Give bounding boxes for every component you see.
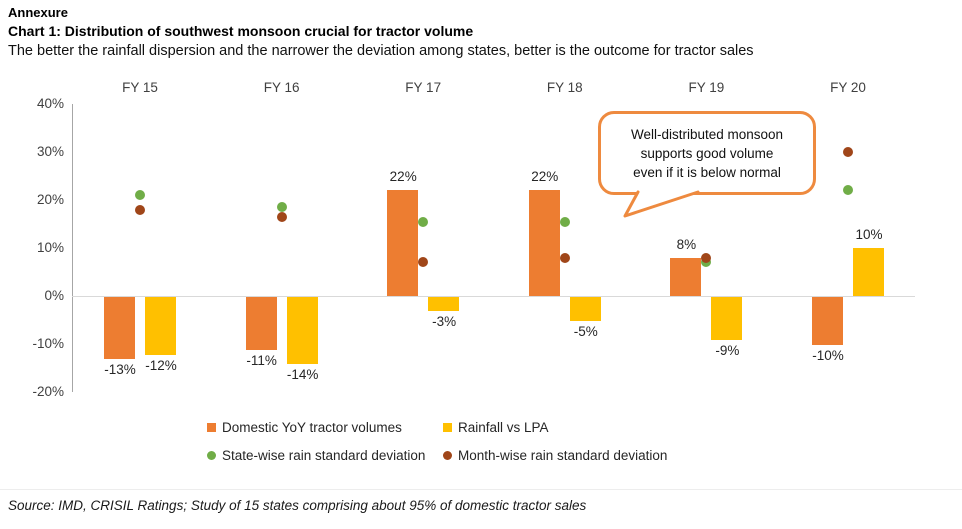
dot-month-rain-sd (418, 257, 428, 267)
legend-label: Month-wise rain standard deviation (458, 448, 668, 463)
y-axis-tick-label: -20% (32, 384, 64, 399)
dot-month-rain-sd (843, 147, 853, 157)
dot-month-rain-sd (277, 212, 287, 222)
legend-item-rainfall (443, 420, 549, 435)
x-axis-category-label: FY 15 (122, 80, 158, 95)
bar-value-label: -14% (286, 367, 319, 383)
x-axis-category-label: FY 20 (830, 80, 866, 95)
bar-domestic-volume (387, 190, 418, 296)
bar-rainfall-lpa (145, 297, 176, 355)
legend-item-state-sd (207, 448, 425, 463)
bar-value-label: -13% (104, 362, 136, 378)
legend-label: State-wise rain standard deviation (222, 448, 426, 463)
bar-value-label: -12% (145, 357, 177, 373)
y-axis-tick-label: -10% (32, 336, 64, 351)
bar-domestic-volume (670, 258, 701, 296)
legend-item-month-sd (443, 448, 667, 463)
legend-dot-green-icon (207, 451, 216, 460)
legend-square-yellow-icon (443, 423, 452, 432)
legend-square-orange-icon (207, 423, 216, 432)
bar-domestic-volume (104, 297, 135, 359)
footer-divider (0, 489, 962, 490)
x-axis-category-label: FY 16 (263, 80, 300, 95)
x-axis-category-label: FY 17 (405, 80, 442, 95)
legend-label: Rainfall vs LPA (458, 420, 549, 435)
bar-value-label: -11% (246, 352, 277, 368)
dot-state-rain-sd (418, 217, 428, 227)
bar-domestic-volume (529, 190, 560, 296)
bar-value-label: -10% (812, 348, 844, 363)
bar-domestic-volume (812, 297, 843, 345)
y-axis-tick-label: 20% (36, 192, 64, 207)
x-axis-category-label: FY 19 (688, 80, 725, 95)
dot-state-rain-sd (843, 185, 853, 195)
bar-domestic-volume (246, 297, 277, 350)
bar-value-label: 22% (531, 169, 559, 185)
source-note: Source: IMD, CRISIL Ratings; Study of 15 states comprising about 95% of domestic tractor sales (8, 498, 587, 513)
bar-rainfall-lpa (711, 297, 742, 340)
bar-rainfall-lpa (287, 297, 318, 364)
bar-rainfall-lpa (570, 297, 601, 321)
legend-label: Domestic YoY tractor volumes (222, 420, 402, 435)
x-axis-category-label: FY 18 (546, 80, 583, 95)
chart-subtitle: The better the rainfall dispersion and the narrower the deviation among states, better is the outcome for tractor sales (8, 43, 754, 59)
y-axis-tick-label: 40% (36, 96, 64, 111)
zero-gridline (72, 296, 915, 297)
bar-rainfall-lpa (428, 297, 459, 311)
callout-annotation (598, 111, 816, 195)
dot-state-rain-sd (277, 202, 287, 212)
callout-tail (620, 189, 704, 221)
y-axis-tick-label: 0% (44, 288, 64, 303)
dot-state-rain-sd (560, 217, 570, 227)
callout-line: supports good volume (640, 145, 774, 161)
bar-value-label: -3% (432, 314, 457, 330)
dot-month-rain-sd (135, 205, 145, 215)
legend-dot-brown-icon (443, 451, 452, 460)
bar-value-label: -9% (715, 343, 740, 359)
bar-value-label: 22% (389, 169, 417, 185)
dot-state-rain-sd (135, 190, 145, 200)
dot-month-rain-sd (701, 253, 711, 263)
bar-value-label: 8% (676, 236, 697, 252)
dot-month-rain-sd (560, 253, 570, 263)
chart-title: Chart 1: Distribution of southwest monsoon crucial for tractor volume (8, 23, 474, 39)
y-axis-tick-label: 30% (36, 144, 64, 159)
bar-value-label: 10% (855, 227, 883, 242)
y-axis-line (72, 104, 73, 392)
legend-item-domestic (207, 420, 402, 435)
callout-line: Well-distributed monsoon (630, 126, 784, 142)
callout-line: even if it is below normal (633, 164, 781, 180)
annexure-heading: Annexure (8, 5, 68, 20)
bar-value-label: -5% (573, 324, 598, 339)
y-axis-tick-label: 10% (36, 240, 64, 255)
bar-rainfall-lpa (853, 248, 884, 296)
